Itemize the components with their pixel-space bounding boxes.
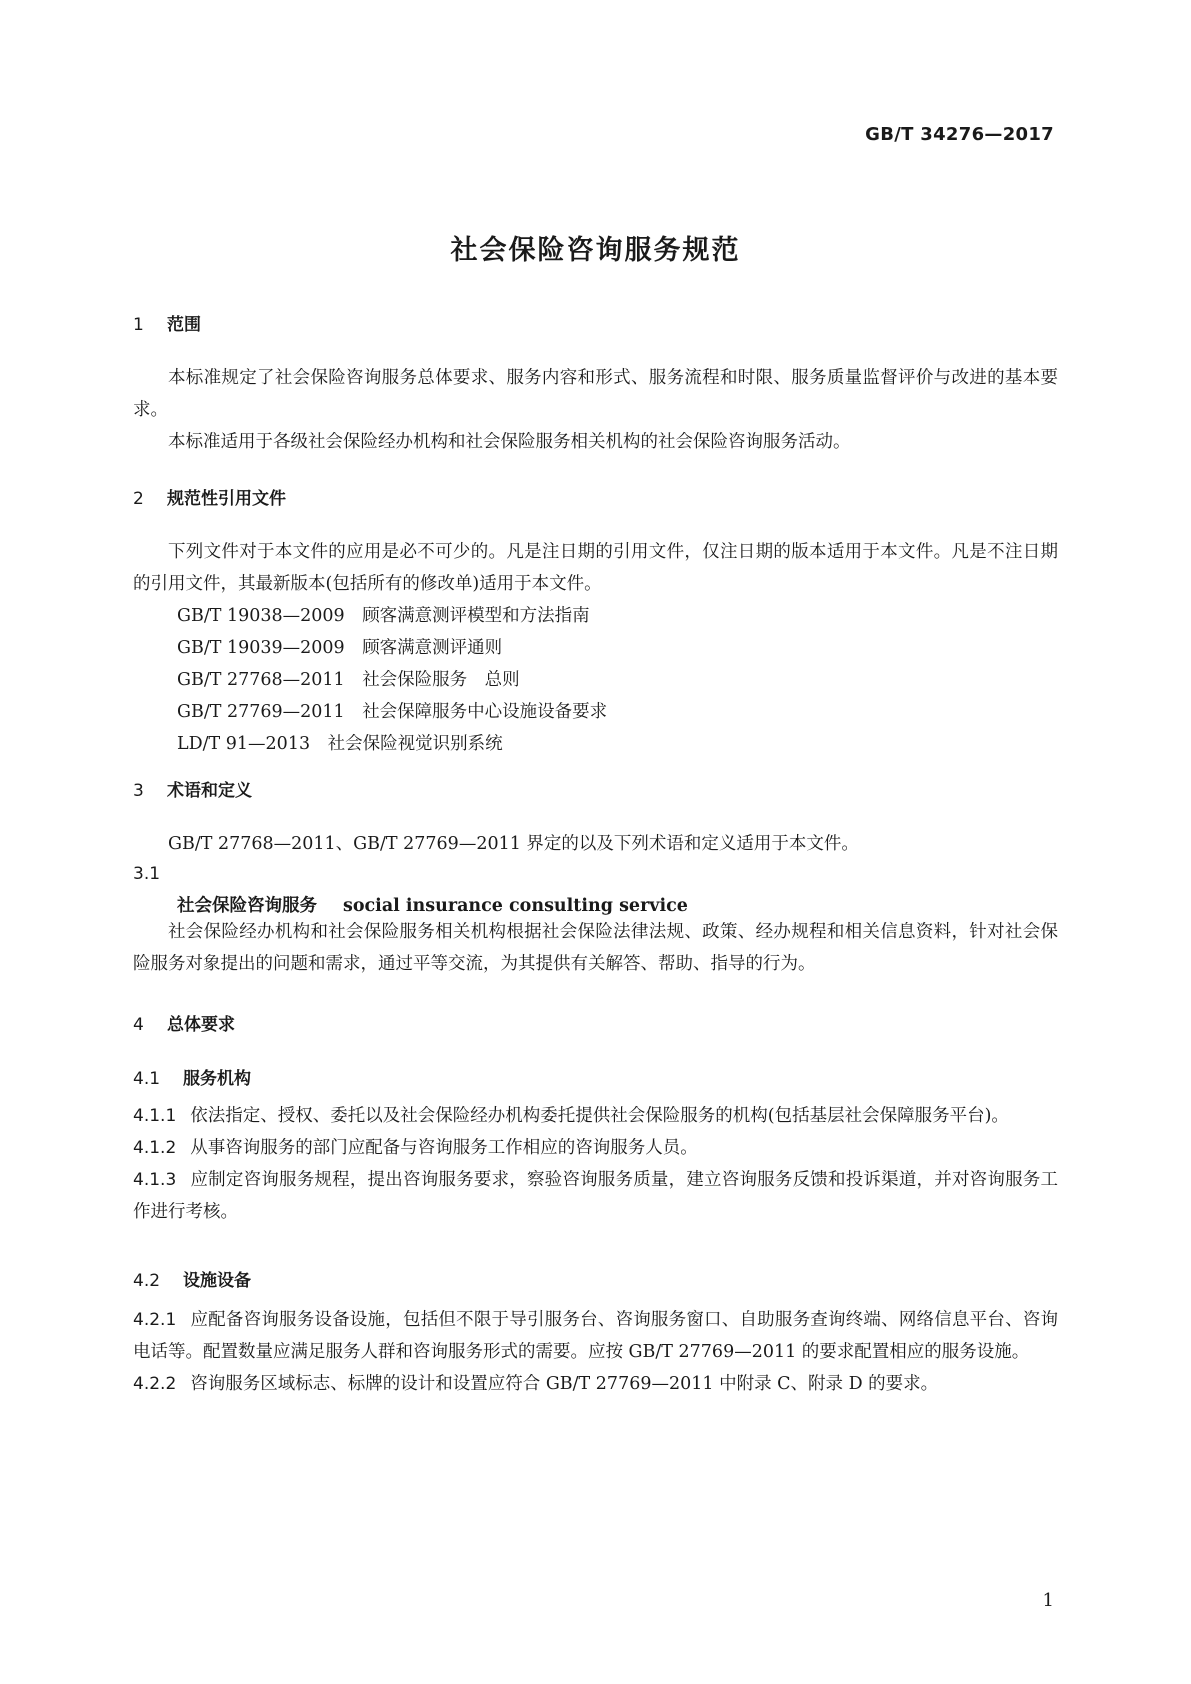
- term-entry: [177, 892, 688, 917]
- subsection-title: 设施设备: [183, 1271, 251, 1291]
- section-3-heading: [133, 776, 252, 801]
- section-2-heading: [133, 484, 286, 509]
- page-number: 1: [1042, 1590, 1054, 1611]
- section-4-heading: [133, 1010, 235, 1035]
- section-1-heading: [133, 310, 201, 335]
- clause-text: 从事咨询服务的部门应配备与咨询服务工作相应的咨询服务人员。: [190, 1138, 698, 1158]
- clause: [133, 1100, 1058, 1132]
- section-number: 4: [133, 1015, 144, 1035]
- term-number: 3.1: [133, 864, 161, 884]
- clause-number: 4.2.1: [133, 1310, 177, 1330]
- section-number: 3: [133, 781, 144, 801]
- reference-item: [133, 728, 1058, 760]
- clause: [133, 1304, 1058, 1368]
- clause-number: 4.1.2: [133, 1138, 177, 1158]
- section-title: 规范性引用文件: [167, 489, 286, 509]
- reference-title: 社会保险视觉识别系统: [327, 734, 503, 754]
- section-number: 1: [133, 315, 144, 335]
- clause-number: 4.1.3: [133, 1170, 177, 1190]
- subsection-4-2-body: [133, 1304, 1058, 1400]
- subsection-title: 服务机构: [183, 1069, 251, 1089]
- term-definition: [133, 916, 1058, 980]
- clause-text: 应制定咨询服务规程，提出咨询服务要求，察验咨询服务质量，建立咨询服务反馈和投诉渠道，并对咨询服务工作进行考核。: [133, 1170, 1058, 1222]
- document-title: 社会保险咨询服务规范: [450, 235, 741, 266]
- paragraph: 本标准规定了社会保险咨询服务总体要求、服务内容和形式、服务流程和时限、服务质量监督评价与改进的基本要求。: [133, 368, 1058, 420]
- reference-code: LD/T 91—2013: [177, 734, 311, 754]
- section-title: 术语和定义: [167, 781, 252, 801]
- section-title: 总体要求: [167, 1015, 235, 1035]
- clause-number: 4.1.1: [133, 1106, 177, 1126]
- reference-item: [133, 600, 1058, 632]
- section-2-body: [133, 536, 1058, 760]
- subsection-number: 4.1: [133, 1069, 161, 1089]
- paragraph: 本标准适用于各级社会保险经办机构和社会保险服务相关机构的社会保险咨询服务活动。: [168, 432, 851, 452]
- reference-code: GB/T 19038—2009: [177, 606, 345, 626]
- reference-item: [133, 664, 1058, 696]
- clause: [133, 1164, 1058, 1228]
- paragraph: GB/T 27768—2011、GB/T 27769—2011 界定的以及下列术语和定义适用于本文件。: [168, 834, 859, 854]
- subsection-4-2-heading: [133, 1266, 251, 1291]
- section-1-body: [133, 362, 1058, 458]
- clause-text: 依法指定、授权、委托以及社会保险经办机构委托提供社会保险服务的机构(包括基层社会保障服务平台)。: [190, 1106, 1009, 1126]
- reference-code: GB/T 19039—2009: [177, 638, 345, 658]
- subsection-4-1-heading: [133, 1064, 251, 1089]
- subsection-4-1-body: [133, 1100, 1058, 1228]
- section-title: 范围: [167, 315, 201, 335]
- section-3-intro: [133, 828, 1058, 860]
- reference-title: 顾客满意测评通则: [362, 638, 503, 658]
- section-number: 2: [133, 489, 144, 509]
- reference-title: 顾客满意测评模型和方法指南: [362, 606, 590, 626]
- reference-item: [133, 632, 1058, 664]
- paragraph: 下列文件对于本文件的应用是必不可少的。凡是注日期的引用文件，仅注日期的版本适用于本文件。凡是不注日期的引用文件，其最新版本(包括所有的修改单)适用于本文件。: [133, 542, 1058, 594]
- reference-code: GB/T 27769—2011: [177, 702, 345, 722]
- reference-title: 社会保险服务 总则: [362, 670, 520, 690]
- reference-code: GB/T 27768—2011: [177, 670, 345, 690]
- clause-text: 应配备咨询服务设备设施，包括但不限于导引服务台、咨询服务窗口、自助服务查询终端、网络信息平台、咨询电话等。配置数量应满足服务人群和咨询服务形式的需要。应按 GB/T 27769—2011 的要求配置相应的服务设施。: [133, 1310, 1058, 1362]
- standard-code: GB/T 34276—2017: [865, 124, 1054, 145]
- term-english: social insurance consulting service: [343, 896, 688, 916]
- clause-text: 咨询服务区域标志、标牌的设计和设置应符合 GB/T 27769—2011 中附录 C、附录 D 的要求。: [190, 1374, 939, 1394]
- paragraph: 社会保险经办机构和社会保险服务相关机构根据社会保险法律法规、政策、经办规程和相关信息资料，针对社会保险服务对象提出的问题和需求，通过平等交流，为其提供有关解答、帮助、指导的行为。: [133, 922, 1058, 974]
- subsection-number: 4.2: [133, 1271, 161, 1291]
- clause-number: 4.2.2: [133, 1374, 177, 1394]
- reference-title: 社会保障服务中心设施设备要求: [362, 702, 608, 722]
- reference-item: [133, 696, 1058, 728]
- clause: [133, 1368, 1058, 1400]
- term-chinese: 社会保险咨询服务: [177, 896, 317, 916]
- clause: [133, 1132, 1058, 1164]
